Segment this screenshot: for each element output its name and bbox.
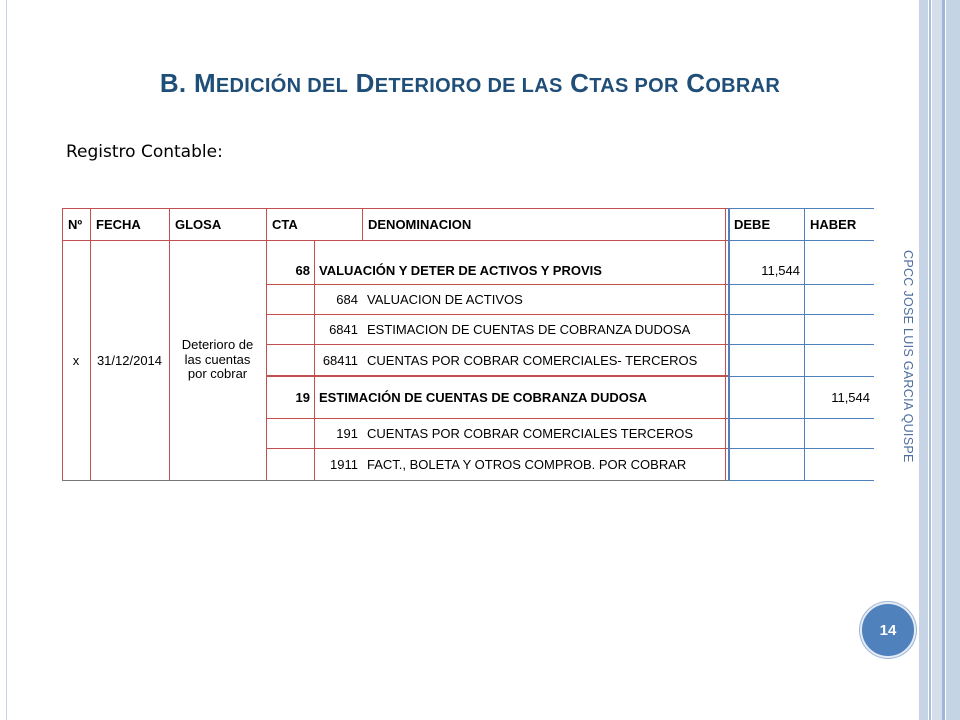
row-denominacion: VALUACION DE ACTIVOS	[367, 291, 523, 307]
row-haber	[804, 344, 874, 376]
row-debe: 11,544	[761, 262, 800, 278]
table-grid-line	[314, 376, 315, 418]
slide-subtitle: Registro Contable:	[66, 142, 223, 162]
table-grid-line	[266, 284, 728, 285]
row-debe	[728, 376, 804, 418]
table-grid-line	[266, 314, 728, 315]
table-grid-line	[314, 344, 315, 376]
row-cta: 191	[336, 425, 358, 441]
row-debe	[728, 284, 804, 314]
header-fecha: FECHA	[96, 216, 141, 232]
author-vertical-text: CPCC JOSE LUIS GARCIA QUISPE	[901, 250, 915, 463]
row-cta: 19	[295, 389, 310, 405]
row-haber	[804, 418, 874, 448]
header-debe: DEBE	[734, 216, 771, 232]
table-grid-line	[62, 208, 728, 209]
row-denominacion: ESTIMACIÓN DE CUENTAS DE COBRANZA DUDOSA	[319, 389, 647, 405]
table-grid-line	[169, 208, 170, 480]
table-grid-line	[728, 344, 874, 345]
row-debe	[728, 344, 804, 376]
row-haber	[804, 284, 874, 314]
table-grid-line	[728, 418, 874, 419]
slide-frame-right-band	[942, 0, 945, 720]
slide-title: B. MEDICIÓN DEL DETERIORO DE LAS CTAS POR COBRAR	[159, 68, 781, 98]
row-debe	[728, 418, 804, 448]
slide-frame-right-band	[946, 0, 960, 720]
row-haber: 11,544	[831, 389, 870, 405]
row-denominacion: ESTIMACION DE CUENTAS DE COBRANZA DUDOSA	[367, 321, 691, 337]
table-grid-line	[62, 208, 63, 480]
row-haber	[804, 448, 874, 480]
slide-frame-right-band	[929, 0, 931, 720]
slide-frame-right-band	[919, 0, 928, 720]
ledger-table	[62, 208, 874, 480]
header-cta: CTA	[272, 216, 298, 232]
row-denominacion: CUENTAS POR COBRAR COMERCIALES- TERCEROS	[367, 352, 698, 368]
table-grid-line	[314, 418, 315, 448]
header-no: Nº	[68, 216, 83, 232]
row-cta: 68411	[322, 352, 358, 368]
row-debe	[728, 314, 804, 344]
table-grid-line	[728, 208, 874, 209]
entry-fecha: 31/12/2014	[96, 352, 163, 368]
table-grid-line	[314, 240, 315, 284]
header-denominacion: DENOMINACION	[368, 216, 472, 232]
table-grid-line	[266, 418, 728, 419]
header-haber: HABER	[810, 216, 857, 232]
table-grid-line	[266, 448, 728, 449]
row-haber	[804, 256, 874, 284]
row-denominacion: FACT., BOLETA Y OTROS COMPROB. POR COBRAR	[367, 456, 687, 472]
table-grid-line	[266, 375, 728, 377]
row-cta: 1911	[330, 456, 358, 472]
entry-no: x	[72, 352, 80, 368]
row-cta: 684	[336, 291, 358, 307]
page-number-badge: 14	[860, 602, 916, 658]
table-grid-line	[728, 376, 874, 377]
row-debe	[728, 448, 804, 480]
table-grid-line	[362, 208, 363, 240]
table-grid-line	[728, 284, 874, 285]
row-denominacion: VALUACIÓN Y DETER DE ACTIVOS Y PROVIS	[319, 262, 602, 278]
table-grid-line	[314, 314, 315, 344]
row-haber	[804, 314, 874, 344]
row-cta: 6841	[329, 321, 358, 337]
row-cta: 68	[295, 262, 310, 278]
table-grid-line	[728, 240, 874, 241]
table-grid-line	[62, 240, 728, 241]
table-grid-line	[90, 208, 91, 480]
slide-frame-left-line	[6, 0, 7, 720]
table-grid-line	[62, 480, 728, 481]
row-denominacion: CUENTAS POR COBRAR COMERCIALES TERCEROS	[367, 425, 694, 441]
table-grid-line	[314, 284, 315, 314]
table-grid-line	[728, 448, 874, 449]
slide-frame-right-band	[932, 0, 942, 720]
header-glosa: GLOSA	[175, 216, 222, 232]
table-grid-line	[266, 344, 728, 345]
table-grid-line	[314, 448, 315, 480]
table-grid-line	[728, 314, 874, 315]
entry-glosa: Deterioro de las cuentas por cobrar	[181, 336, 254, 382]
table-grid-line	[728, 480, 874, 481]
